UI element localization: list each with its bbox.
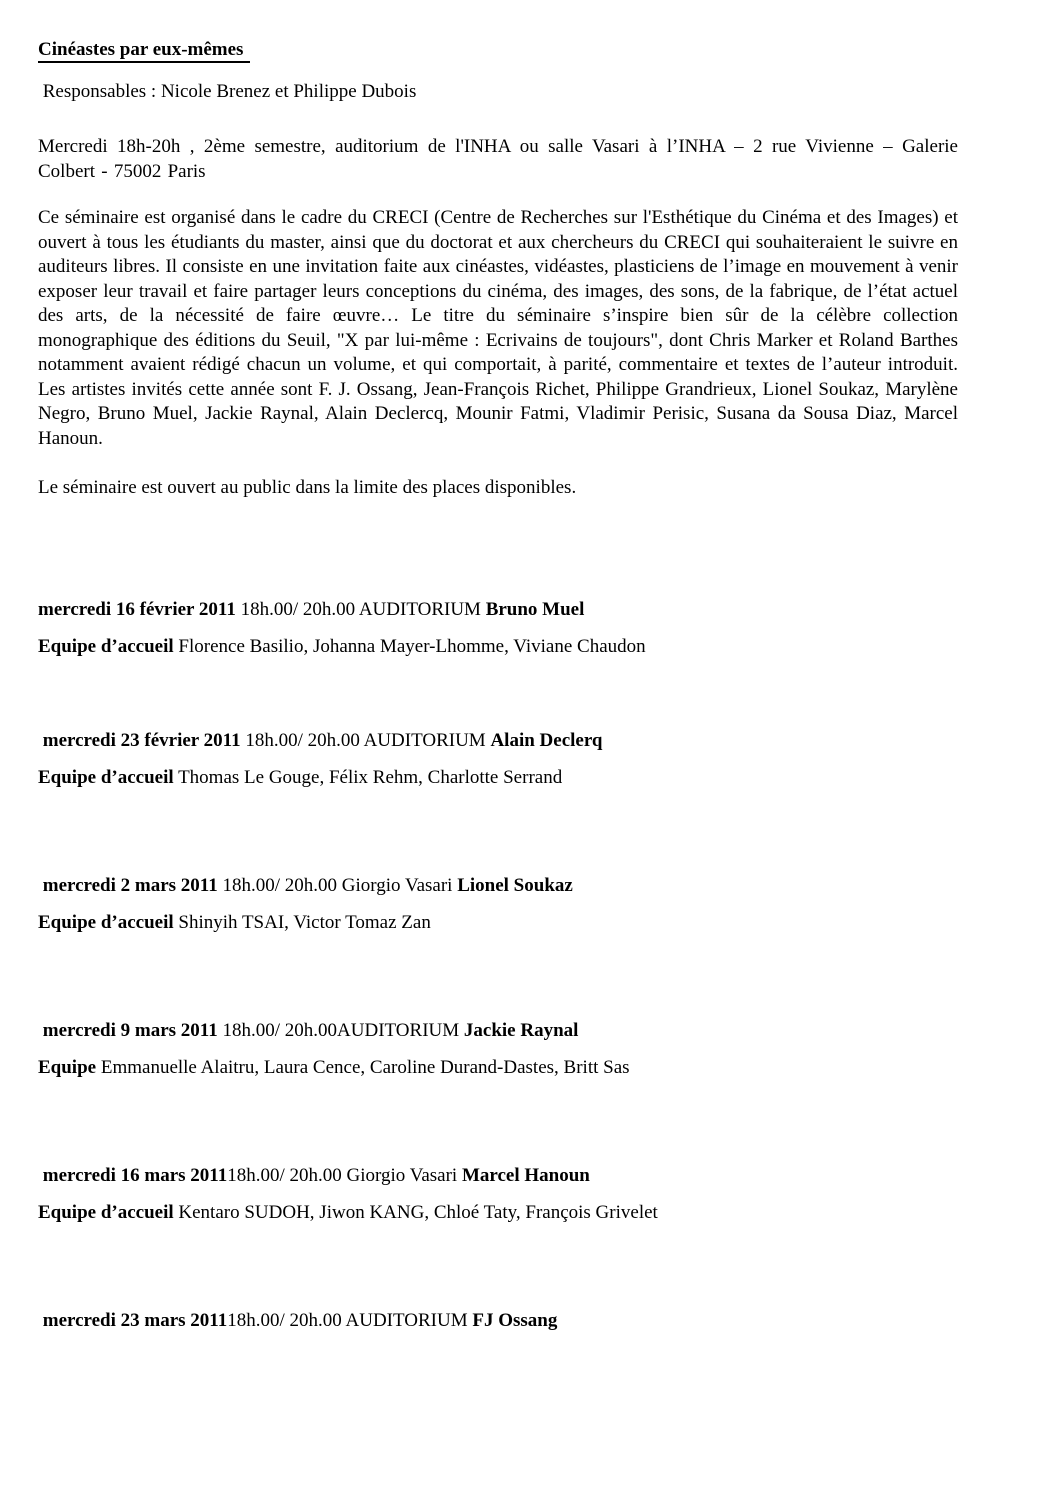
session-5-date: mercredi 16 mars 2011 xyxy=(38,1164,228,1186)
session-5-team-label: Equipe d’accueil xyxy=(38,1202,174,1223)
session-4-team-label: Equipe xyxy=(38,1057,97,1078)
session-6-time-venue: 18h.00/ 20h.00 AUDITORIUM xyxy=(227,1309,473,1331)
session-1-guest: Bruno Muel xyxy=(485,598,585,620)
session-5-header xyxy=(38,1164,958,1189)
session-4-header xyxy=(38,1019,958,1044)
session-3-date: mercredi 2 mars 2011 xyxy=(38,874,218,896)
session-5-team xyxy=(38,1201,958,1226)
session-4-time-venue: 18h.00/ 20h.00AUDITORIUM xyxy=(217,1019,464,1041)
session-2-team-label: Equipe d’accueil xyxy=(38,767,174,788)
session-2-team-members: Thomas Le Gouge, Félix Rehm, Charlotte Serrand xyxy=(173,767,563,788)
session-entry-5 xyxy=(38,1164,958,1226)
schedule-info-paragraph: Mercredi 18h-20h , 2ème semestre, auditorium de l'INHA ou salle Vasari à l’INHA – 2 rue Vivienne – Galerie Colbert - 75002 Paris xyxy=(38,136,958,182)
session-2-team xyxy=(38,766,958,791)
session-6-header xyxy=(38,1309,958,1334)
session-4-guest: Jackie Raynal xyxy=(463,1019,579,1041)
session-5-team-members: Kentaro SUDOH, Jiwon KANG, Chloé Taty, François Grivelet xyxy=(173,1202,658,1223)
responsables-line: Responsables : Nicole Brenez et Philippe Dubois xyxy=(38,80,417,102)
session-1-date: mercredi 16 février 2011 xyxy=(38,598,236,620)
session-1-time-venue: 18h.00/ 20h.00 AUDITORIUM xyxy=(235,598,486,620)
session-entry-6 xyxy=(38,1309,958,1334)
session-2-guest: Alain Declerq xyxy=(490,729,603,751)
session-3-time-venue: 18h.00/ 20h.00 Giorgio Vasari xyxy=(217,874,458,896)
session-5-guest: Marcel Hanoun xyxy=(461,1164,590,1186)
seminar-description-paragraph: Ce séminaire est organisé dans le cadre du CRECI (Centre de Recherches sur l'Esthétique du Cinéma et des Images) et ouvert à tous les étudiants du master, ainsi que du doctorat et aux chercheurs du CRECI qui souhaiteraient le suivre en auditeurs libres. Il consiste en une invitation faite aux cinéastes, vidéastes, plasticiens de l’image en mouvement à venir exposer leur travail et faire partager leurs conceptions du cinéma, des images, des sons, de la fabrique, de l’état actuel des arts, de la nécessité de faire œuvre… Le titre du séminaire s’inspire bien sûr de la célèbre collection monographique des éditions du Seuil, "X par lui-même : Ecrivains de toujours", dont Chris Marker et Roland Barthes notamment avaient rédigé chacun un volume, et qui comportait, à parité, commentaire et textes de l’auteur introduit. Les artistes invités cette année sont F. J. Ossang, Jean-François Richet, Philippe Grandrieux, Lionel Soukaz, Marylène Negro, Bruno Muel, Jackie Raynal, Alain Declercq, Mounir Fatmi, Vladimir Perisic, Susana da Sousa Diaz, Marcel Hanoun. xyxy=(38,207,958,449)
session-4-team-members: Emmanuelle Alaitru, Laura Cence, Caroline Durand-Dastes, Britt Sas xyxy=(96,1057,630,1078)
session-4-team xyxy=(38,1056,958,1081)
session-1-team xyxy=(38,635,958,660)
session-6-date: mercredi 23 mars 2011 xyxy=(38,1309,228,1331)
session-entry-3 xyxy=(38,874,958,936)
session-3-header xyxy=(38,874,958,899)
session-3-team-label: Equipe d’accueil xyxy=(38,912,174,933)
session-2-time-venue: 18h.00/ 20h.00 AUDITORIUM xyxy=(240,729,491,751)
session-6-guest: FJ Ossang xyxy=(472,1309,558,1331)
page-title xyxy=(38,38,958,63)
session-3-team xyxy=(38,911,958,936)
session-4-date: mercredi 9 mars 2011 xyxy=(38,1019,218,1041)
session-1-header xyxy=(38,598,958,623)
session-2-date: mercredi 23 février 2011 xyxy=(38,729,241,751)
session-entry-2 xyxy=(38,729,958,791)
session-5-time-venue: 18h.00/ 20h.00 Giorgio Vasari xyxy=(227,1164,462,1186)
session-entry-1 xyxy=(38,598,958,660)
session-3-guest: Lionel Soukaz xyxy=(457,874,573,896)
session-3-team-members: Shinyih TSAI, Victor Tomaz Zan xyxy=(173,912,431,933)
public-note-line: Le séminaire est ouvert au public dans la limite des places disponibles. xyxy=(38,477,577,498)
session-1-team-members: Florence Basilio, Johanna Mayer-Lhomme, Viviane Chaudon xyxy=(173,636,646,657)
page-title-text: Cinéastes par eux-mêmes xyxy=(38,39,250,63)
session-2-header xyxy=(38,729,958,754)
session-entry-4 xyxy=(38,1019,958,1081)
session-1-team-label: Equipe d’accueil xyxy=(38,636,174,657)
